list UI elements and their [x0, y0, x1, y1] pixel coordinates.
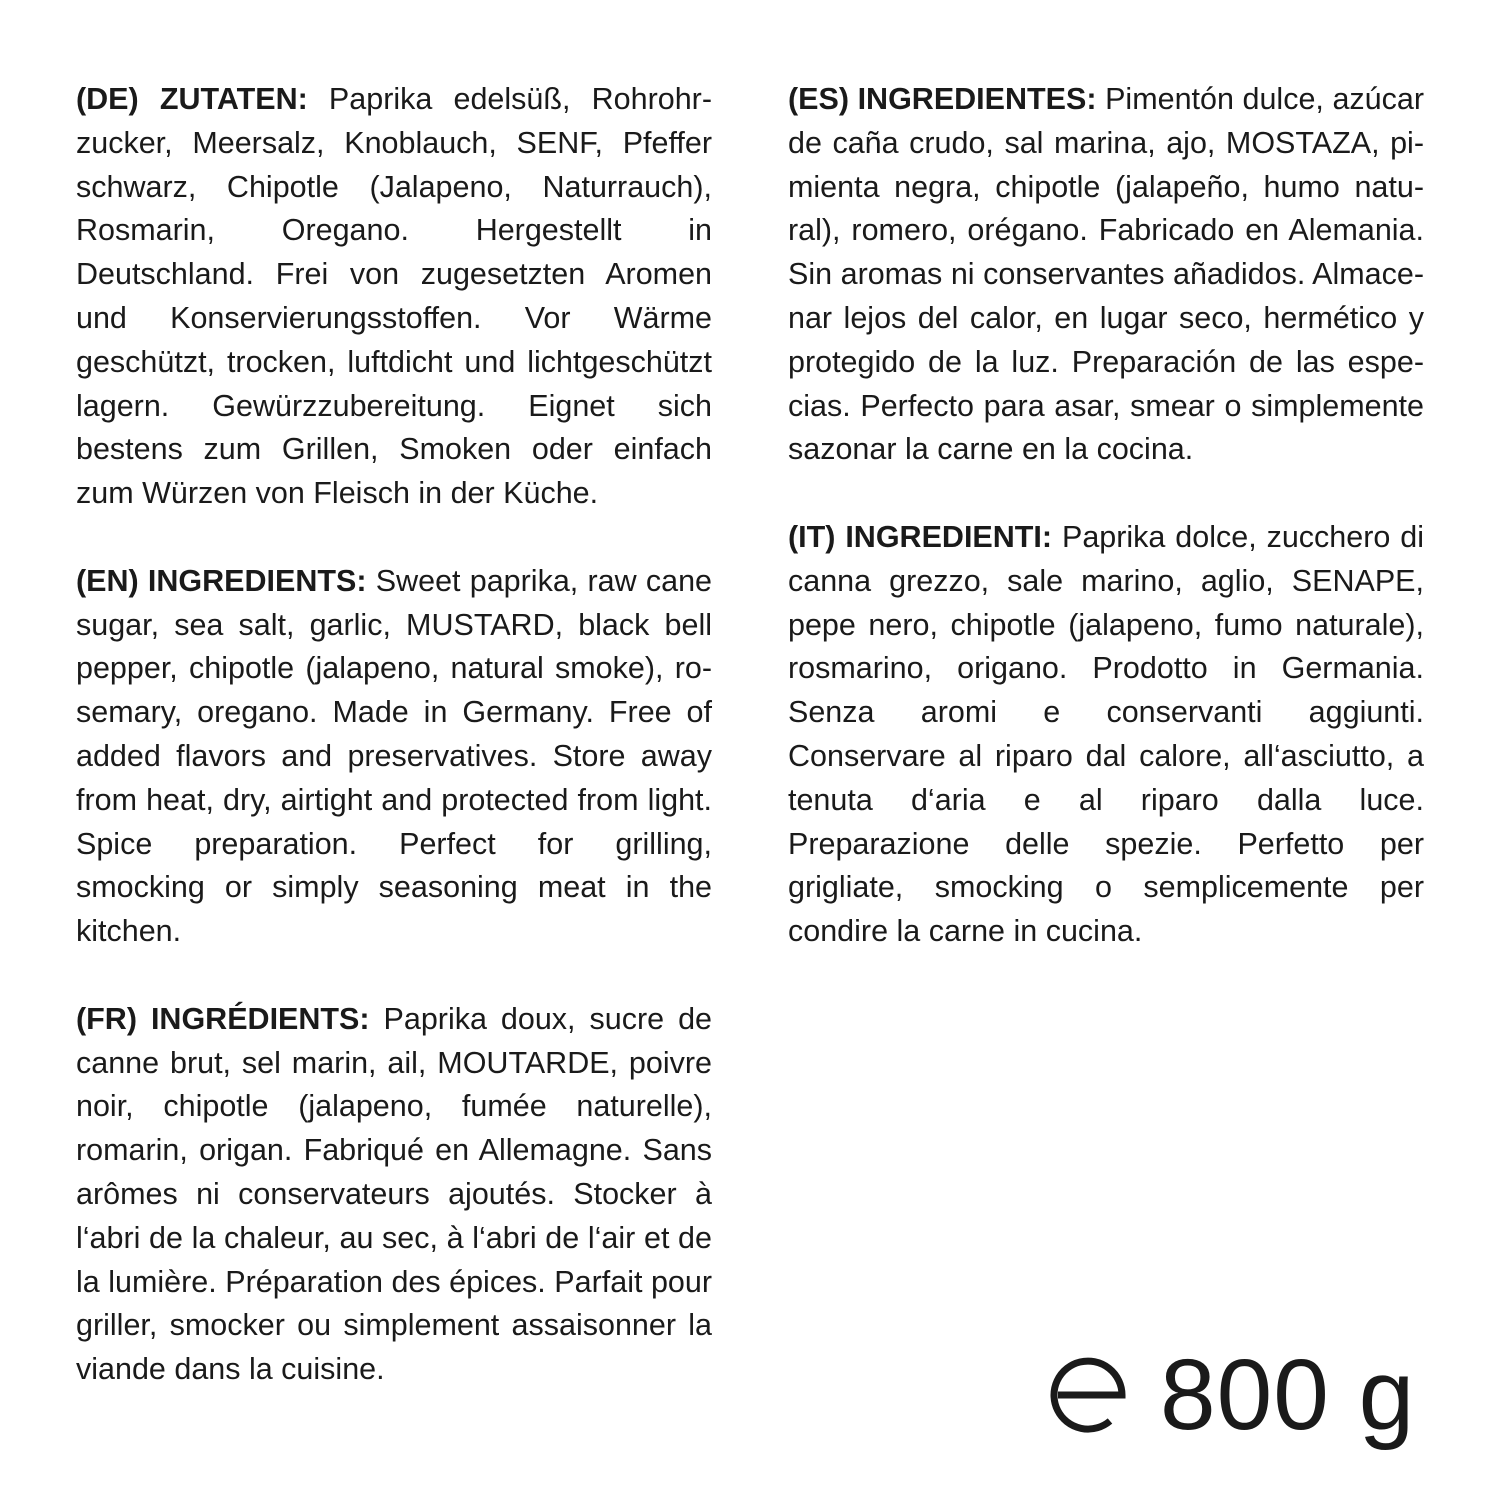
- ingredients-de: [76, 78, 712, 516]
- net-weight: 800 g: [1160, 1339, 1416, 1451]
- ingredients-fr: [76, 998, 712, 1392]
- ingredients-de-label: (DE) ZUTATEN:: [76, 82, 308, 116]
- ingredients-es-label: (ES) INGREDIENTES:: [788, 82, 1097, 116]
- ingredients-es: [788, 78, 1424, 472]
- ingredients-en-text: Sweet paprika, raw cane sugar, sea salt, garlic, MUSTARD, black bell pepper, chipotle (jalapeno, natural smoke), rosemary, oregano. Made in Germany. Free of added flavors and preservatives. Store away from heat, dry, airtight and protected from light. Spice preparation. Perfect for grilling, smocking or simply seasoning meat in the kitchen.: [76, 563, 712, 949]
- ingredients-en-label: (EN) INGREDIENTS:: [76, 563, 367, 598]
- left-column: [76, 78, 712, 1392]
- ingredients-es-text: Pimentón dulce, azúcar de caña crudo, sal marina, ajo, MOSTAZA, pimienta negra, chipotle (jalapeño, humo natural), romero, orégano. Fabricado en Alemania. Sin aromas ni conservantes añadidos. Almacenar lejos del calor, en lugar seco, hermético y protegido de la luz. Preparación de las especias. Perfecto para asar, smear o simplemente sazonar la carne en la cocina.: [788, 82, 1424, 467]
- ingredients-it-text: Paprika dolce, zucchero di canna grezzo, sale marino, aglio, SENAPE, pepe nero, chipotle (jalapeno, fumo naturale), rosmarino, origano. Prodotto in Germania. Senza aromi e conservanti aggiunti. Conservare al riparo dal calore, all‘asciutto, a tenuta d‘aria e al riparo dalla luce. Preparazione delle spezie. Perfetto per grigliate, smocking o semplicemente per condire la carne in cucina.: [788, 519, 1424, 949]
- ingredients-it-label: (IT) INGREDIENTI:: [788, 519, 1053, 554]
- ingredients-de-text: Paprika edelsüß, Rohrohrzucker, Meersalz, Knoblauch, SENF, Pfeffer schwarz, Chipotle (Jalapeno, Naturrauch), Rosmarin, Oregano. Hergestellt in Deutschland. Frei von zugesetzten Aromen und Konservierungsstoffen. Vor Wärme geschützt, trocken, luftdicht und lichtgeschützt lagern. Gewürzzubereitung. Eignet sich bestens zum Grillen, Smoken oder einfach zum Würzen von Fleisch in der Küche.: [76, 82, 712, 511]
- ingredients-en: [76, 560, 712, 954]
- net-weight-block: [1050, 1339, 1430, 1451]
- ingredients-fr-text: Paprika doux, sucre de canne brut, sel marin, ail, MOUTARDE, poivre noir, chipotle (jalapeno, fumée naturelle), romarin, origan. Fabriqué en Allemagne. Sans arômes ni conservateurs ajoutés. Stocker à l‘abri de la chaleur, au sec, à l‘abri de l‘air et de la lumière. Préparation des épices. Parfait pour griller, smocker ou simplement assaisonner la viande dans la cuisine.: [76, 1001, 712, 1387]
- e-mark-icon: [1050, 1355, 1130, 1435]
- right-column: [788, 78, 1424, 954]
- ingredients-fr-label: (FR) INGRÉDIENTS:: [76, 1001, 370, 1036]
- ingredients-it: [788, 516, 1424, 954]
